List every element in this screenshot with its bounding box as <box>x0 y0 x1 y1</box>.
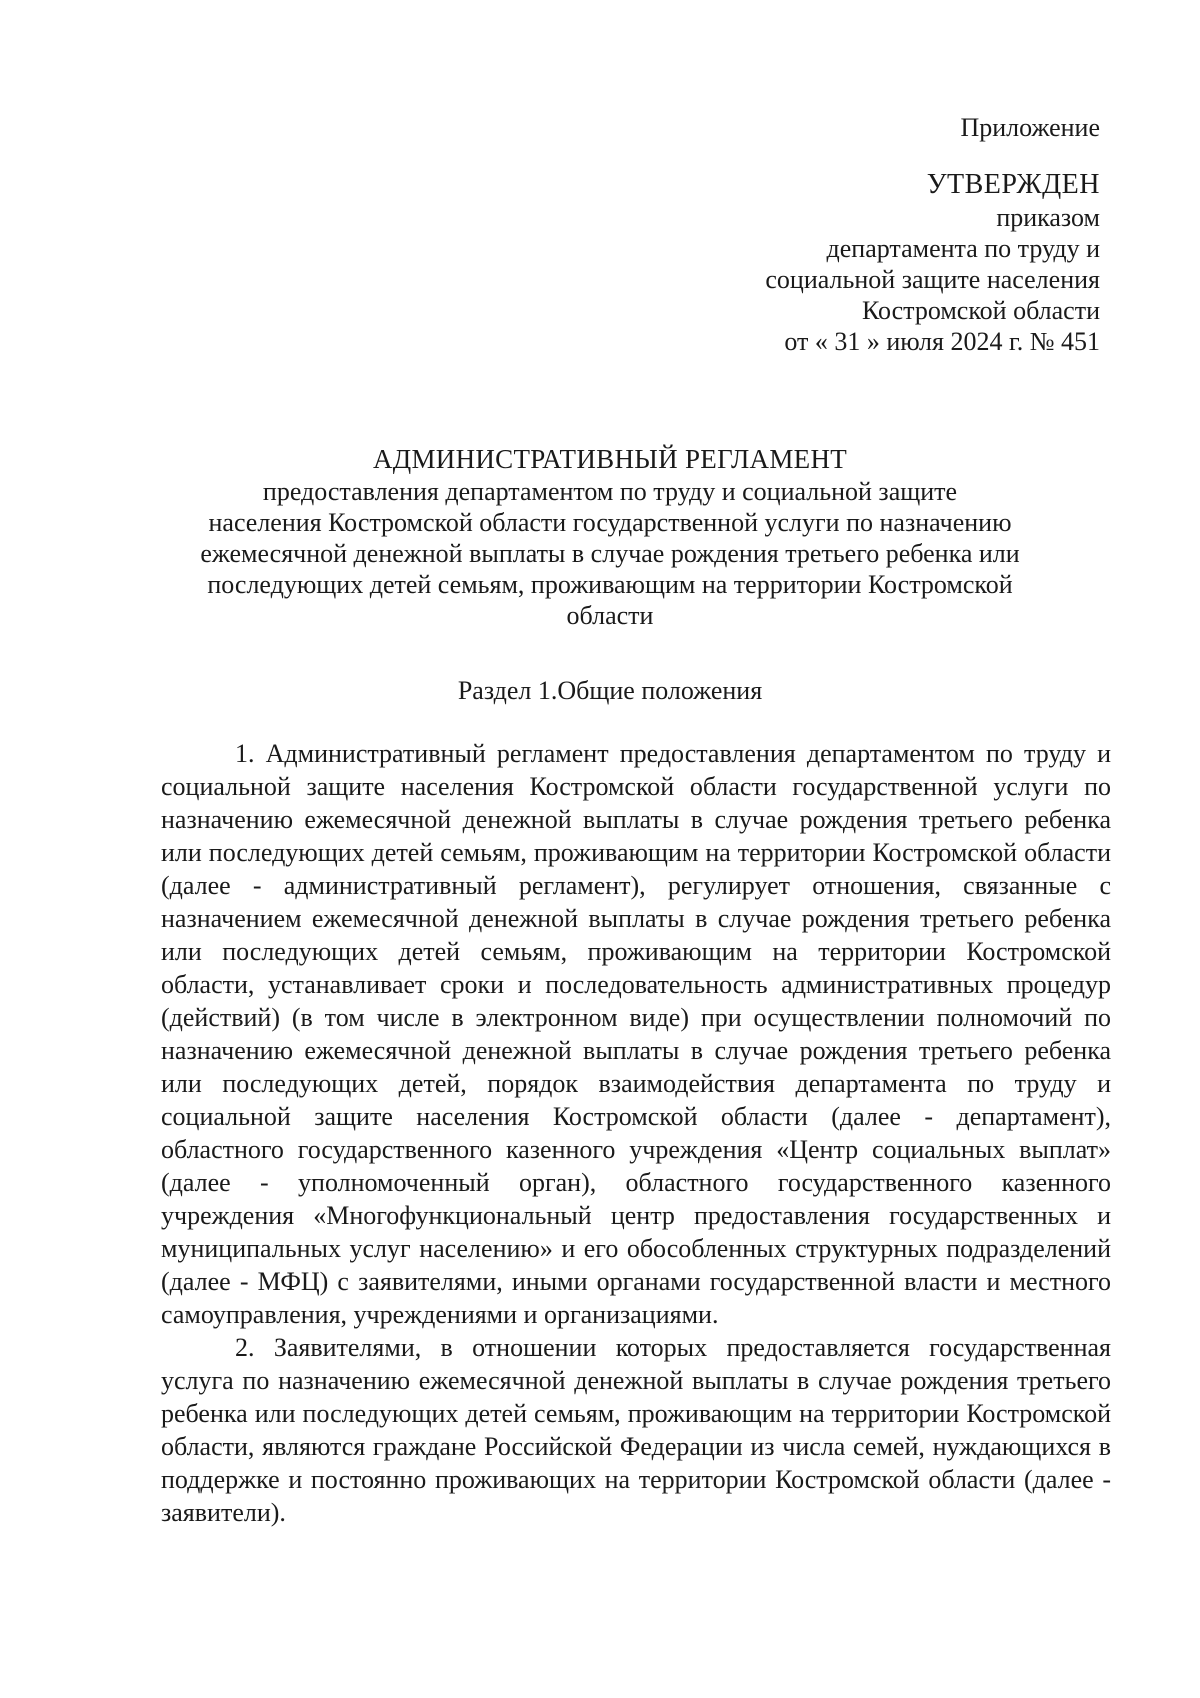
section-heading: Раздел 1.Общие положения <box>457 676 763 705</box>
approval-stamp-block <box>765 112 1100 357</box>
approval-line: Костромской области <box>861 296 1100 325</box>
subtitle-line: населения Костромской области государственной услуги по назначению <box>208 508 1012 537</box>
subtitle-line: последующих детей семьям, проживающим на территории Костромской <box>207 570 1013 599</box>
subtitle-line: предоставления департаментом по труду и социальной защите <box>262 477 958 506</box>
appendix-label: Приложение <box>960 113 1100 142</box>
document-title: АДМИНИСТРАТИВНЫЙ РЕГЛАМЕНТ <box>372 444 848 474</box>
section-body <box>161 737 1111 1529</box>
document-subtitle <box>150 476 1070 631</box>
paragraph-2: 2. Заявителями, в отношении которых предоставляется государственная услуга по назначению ежемесячной денежной выплаты в случае рождения третьего ребенка или последующих детей семьям, проживающим на территории Костромской области, являются граждане Российской Федерации из числа семей, нуждающихся в поддержке и постоянно проживающих на территории Костромской области (далее - заявители). <box>161 1333 1111 1527</box>
approval-line: приказом <box>996 203 1100 232</box>
subtitle-line: области <box>566 601 654 630</box>
document-title-block <box>150 442 1070 631</box>
approved-label: УТВЕРЖДЕН <box>926 169 1100 200</box>
approval-line: социальной защите населения <box>765 265 1100 294</box>
approval-line: департамента по труду и <box>826 234 1100 263</box>
approval-order-date: от « 31 » июля 2024 г. № 451 <box>784 327 1100 356</box>
paragraph-1: 1. Административный регламент предоставления департаментом по труду и социальной защите населения Костромской области государственной услуги по назначению ежемесячной денежной выплаты в случае рождения третьего ребенка или последующих детей семьям, проживающим на территории Костромской области (далее - административный регламент), регулирует отношения, связанные с назначением ежемесячной денежной выплаты в случае рождения третьего ребенка или последующих детей семьям, проживающим на территории Костромской области, устанавливает сроки и последовательность административных процедур (действий) (в том числе в электронном виде) при осуществлении полномочий по назначению ежемесячной денежной выплаты в случае рождения третьего ребенка или последующих детей, порядок взаимодействия департамента по труду и социальной защите населения Костромской области (далее - департамент), областного государственного казенного учреждения «Центр социальных выплат» (далее - уполномоченный орган), областного государственного казенного учреждения «Многофункциональный центр предоставления государственных и муниципальных услуг населению» и его обособленных структурных подразделений (далее - МФЦ) с заявителями, иными органами государственной власти и местного самоуправления, учреждениями и организациями. <box>161 739 1111 1329</box>
subtitle-line: ежемесячной денежной выплаты в случае рождения третьего ребенка или <box>200 539 1020 568</box>
